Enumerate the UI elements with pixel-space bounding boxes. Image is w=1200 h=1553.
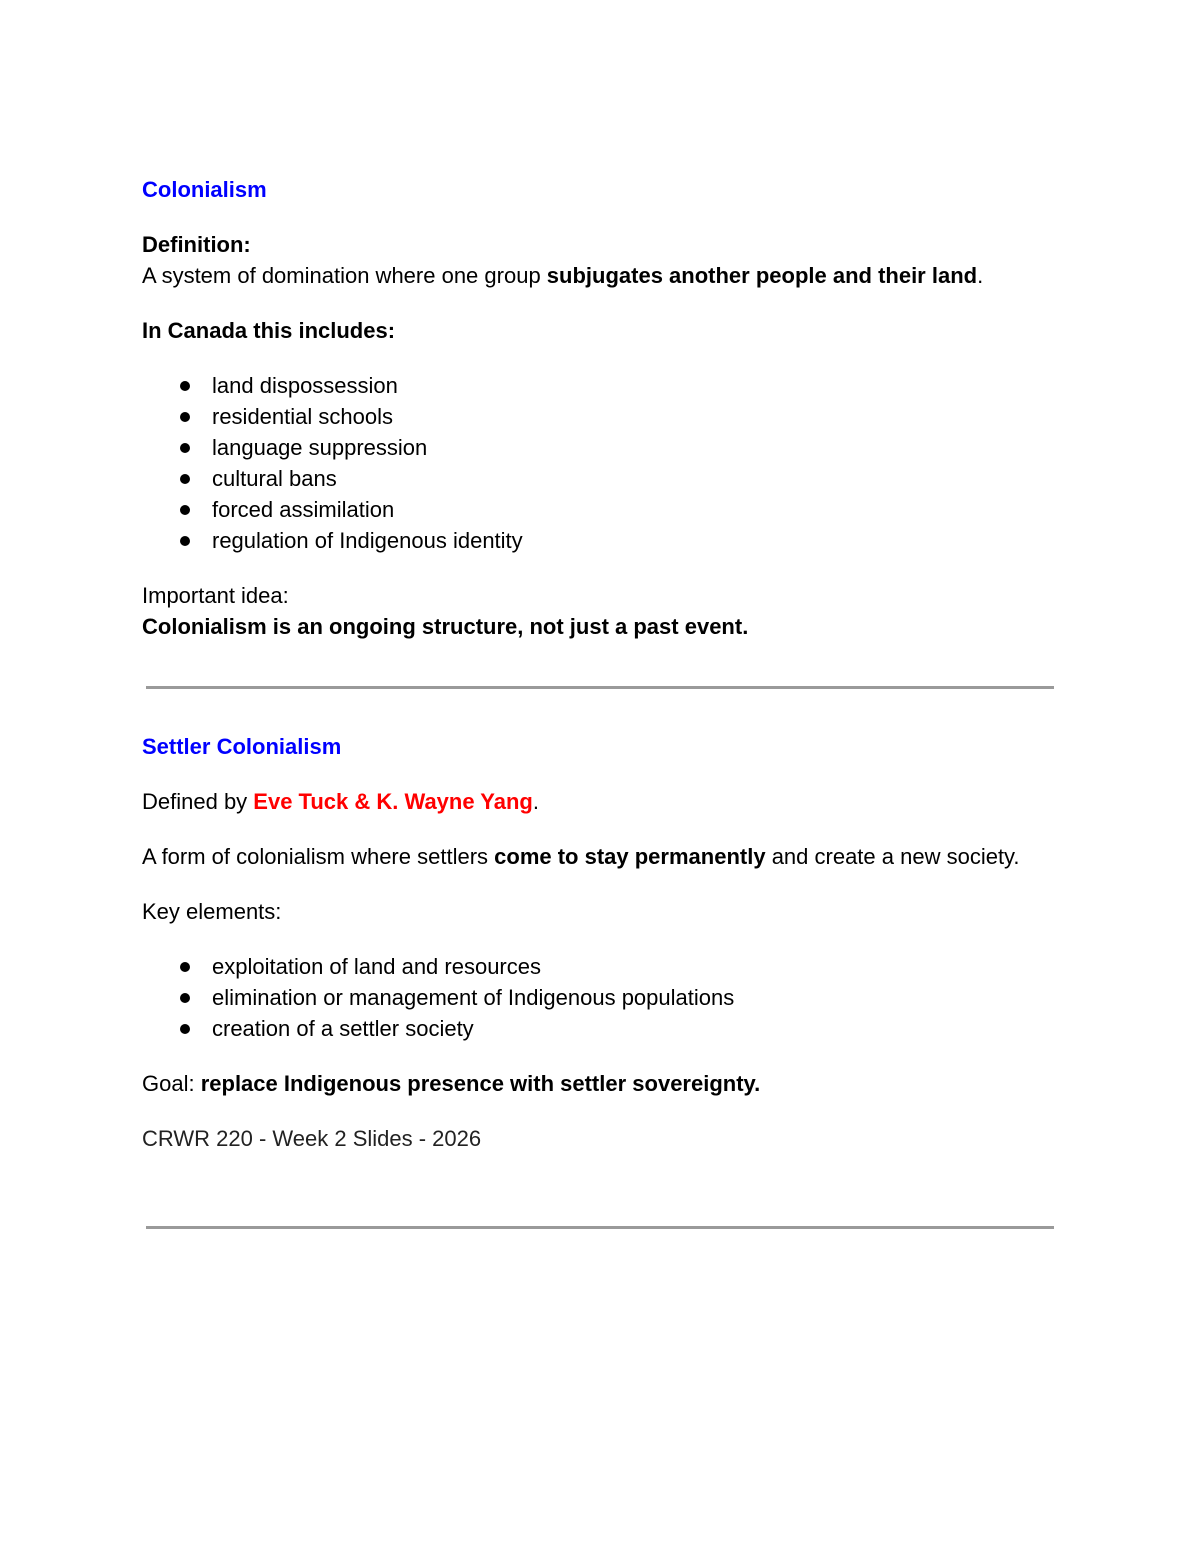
list-item: forced assimilation: [142, 494, 1062, 525]
bullet-icon: [180, 962, 190, 972]
key-elements-label: Key elements:: [142, 899, 282, 924]
bullet-icon: [180, 381, 190, 391]
settler-description: A form of colonialism where settlers come to stay permanently and create a new society.: [142, 844, 1020, 869]
section-title-colonialism: Colonialism: [142, 177, 267, 202]
bullet-icon: [180, 536, 190, 546]
authors-name: Eve Tuck & K. Wayne Yang: [253, 789, 533, 814]
list-item: language suppression: [142, 432, 1062, 463]
goal-text: Goal: replace Indigenous presence with settler sovereignty.: [142, 1071, 761, 1096]
defined-by-text: Defined by Eve Tuck & K. Wayne Yang.: [142, 789, 539, 814]
bullet-icon: [180, 505, 190, 515]
bullet-icon: [180, 993, 190, 1003]
list-item: creation of a settler society: [142, 1013, 1062, 1044]
bullet-icon: [180, 474, 190, 484]
bullet-icon: [180, 412, 190, 422]
settler-list: [142, 951, 1062, 1044]
includes-label: In Canada this includes:: [142, 318, 396, 343]
important-idea-label: Important idea:: [142, 583, 289, 608]
horizontal-divider: [146, 1226, 1054, 1229]
bullet-icon: [180, 1024, 190, 1034]
definition-text: A system of domination where one group subjugates another people and their land.: [142, 263, 984, 288]
list-item: residential schools: [142, 401, 1062, 432]
horizontal-divider: [146, 686, 1054, 689]
section-title-settler-colonialism: Settler Colonialism: [142, 734, 342, 759]
document-content: [142, 174, 1062, 642]
footer-text: CRWR 220 - Week 2 Slides - 2026: [142, 1126, 482, 1151]
list-item: regulation of Indigenous identity: [142, 525, 1062, 556]
list-item: elimination or management of Indigenous populations: [142, 982, 1062, 1013]
colonialism-list: [142, 370, 1062, 556]
definition-label: Definition:: [142, 232, 251, 257]
list-item: exploitation of land and resources: [142, 951, 1062, 982]
important-idea-text: Colonialism is an ongoing structure, not just a past event.: [142, 614, 749, 639]
list-item: cultural bans: [142, 463, 1062, 494]
list-item: land dispossession: [142, 370, 1062, 401]
bullet-icon: [180, 443, 190, 453]
document-content-2: [142, 731, 1062, 1154]
